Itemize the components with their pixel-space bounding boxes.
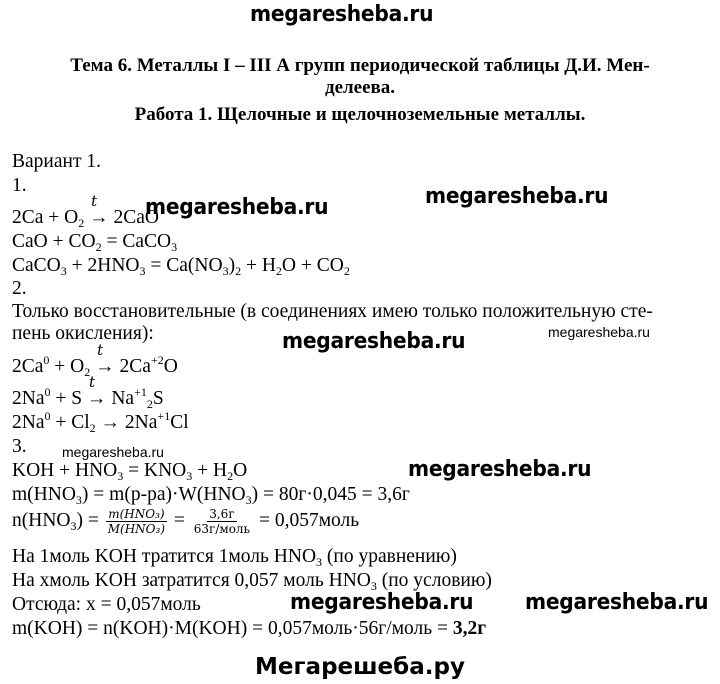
equation-na-cl2: $2Na^0 + Cl_2 \to 2Na^{+1}Cl$	[12, 409, 189, 435]
fraction-m-over-M: $\frac{\text{m(HNO₃)}}{\text{M(HNO₃)}}$	[107, 507, 166, 536]
equation-ca-o2: $2Ca + O_2$ → t 2CaO	[12, 192, 159, 230]
watermark-5: megaresheba.ru	[62, 444, 164, 460]
watermark-8: megaresheba.ru	[525, 590, 709, 615]
topic-heading-line2: делеева.	[324, 77, 396, 98]
variant-label: Вариант 1.	[12, 151, 101, 172]
watermark-2: megaresheba.ru	[145, 195, 329, 220]
equation-caco3-hno3: CaCO$_3$ + $2HNO_3 = Ca(NO_3)_2 + H_2O + CO_2$	[12, 255, 350, 278]
equation-ca-oxidation: $2Ca^0 + O_2$ → t $2Ca^{+2}O$	[12, 341, 178, 379]
moles-hno3-line: $n(HNO_3)$ = $\frac{\text{m(HNO₃)}}{\text{M(HNO₃)}}$ = $\frac{3,6г}{\text{63г/моль}}$ = 0,057моль	[12, 507, 360, 536]
section-2-number: 2.	[12, 278, 27, 299]
section-3-number: 3.	[12, 436, 27, 457]
work-heading: Работа 1. Щелочные и щелочноземельные металлы.	[134, 104, 586, 125]
section-1-number: 1.	[12, 175, 27, 196]
only-reducing-text-2: пень окисления):	[12, 323, 154, 344]
watermark-6: megaresheba.ru	[408, 457, 592, 482]
equation-cao-co2: CaO + $CO_2$ = CaCO$_3$	[12, 231, 178, 254]
topic-heading-line1: Тема 6. Металлы I – III А групп периодической таблицы Д.И. Мен-	[70, 55, 650, 76]
mass-hno3-line: $m(HNO_3) = m(р-ра)\cdot W(HNO_3) = 80г\cdot 0,045 = 3,6г$	[12, 484, 410, 507]
watermark-top: megaresheba.ru	[250, 2, 434, 27]
watermark-4: megaresheba.ru	[282, 329, 466, 354]
hence-line: Отсюда: x = 0,057моль	[12, 594, 201, 615]
x-mole-line: На хмоль KOH затратится 0,057 моль $HNO_3$ (по условию)	[12, 570, 492, 593]
watermark-bottom: Мегарешеба.ру	[255, 654, 465, 680]
equation-na-s: $2Na^0 + S$ → t $Na^{+1}_2S$	[12, 373, 164, 411]
result-value: 3,2г	[452, 618, 487, 639]
watermark-3: megaresheba.ru	[548, 324, 650, 340]
result-line: m(KOH) = n(KOH)·M(KOH) = 0,057моль·56г/моль = 3,2г	[12, 618, 487, 639]
equation-koh-hno3: KOH + $HNO_3 = KNO_3 + H_2O$	[12, 460, 248, 483]
watermark-7: megaresheba.ru	[290, 590, 474, 615]
fraction-values: $\frac{3,6г}{\text{63г/моль}}$	[193, 507, 251, 536]
only-reducing-text-1: Только восстановительные (в соединениях имею только положительную сте-	[12, 301, 653, 322]
per-mole-line: На 1моль KOH тратится 1моль $HNO_3$ (по уравнению)	[12, 546, 457, 569]
watermark-1: megaresheba.ru	[425, 184, 609, 209]
